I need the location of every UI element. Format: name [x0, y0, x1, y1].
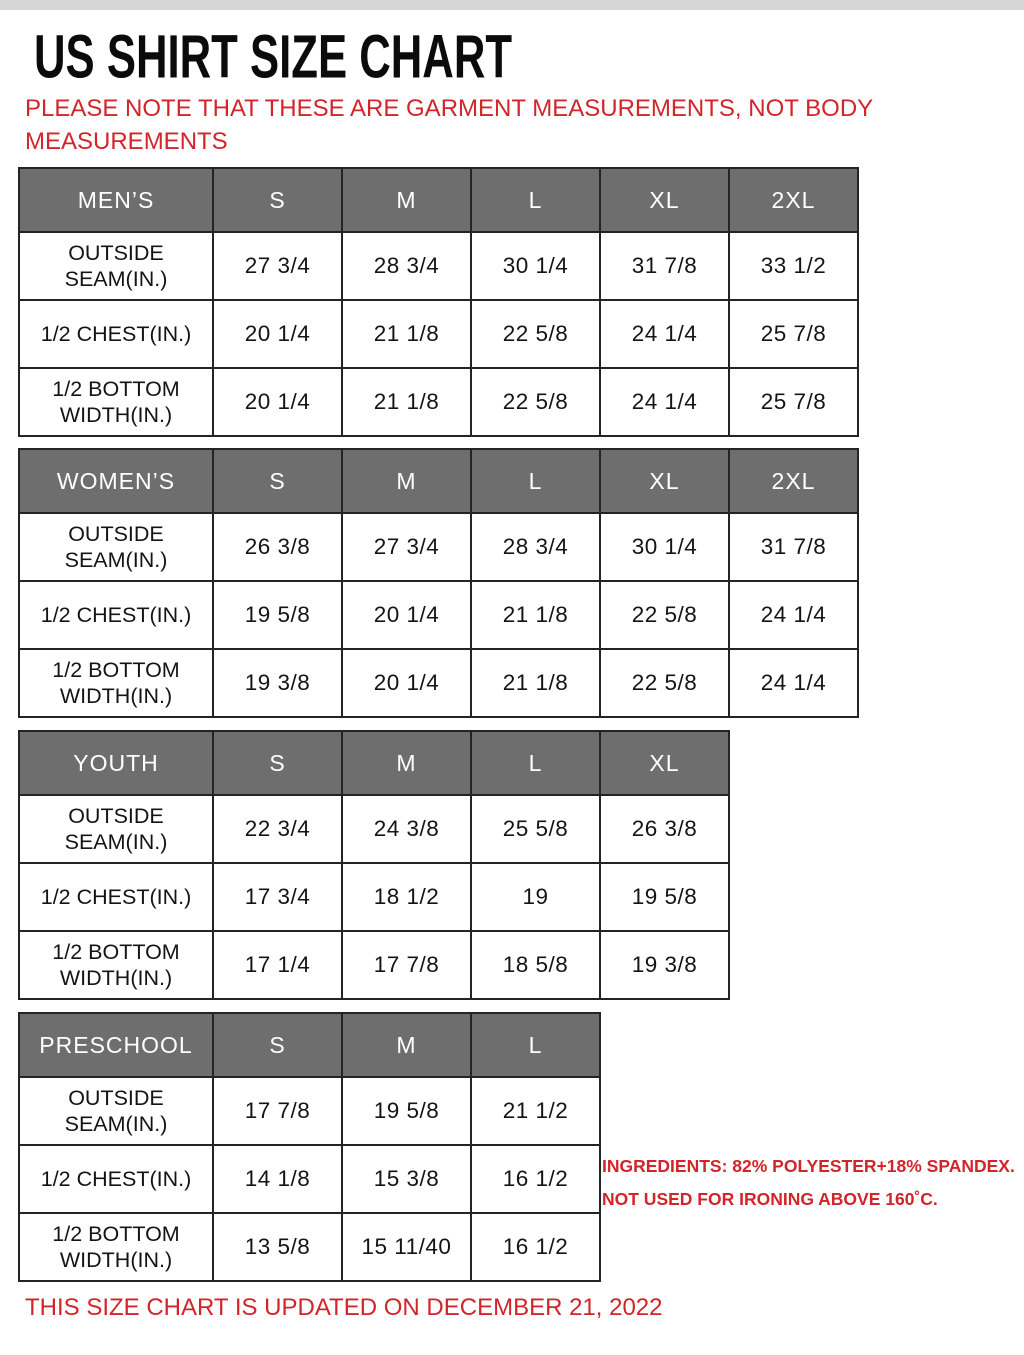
measurement-row: [19, 1213, 600, 1281]
measurement-row: [19, 1145, 600, 1213]
update-date-note: THIS SIZE CHART IS UPDATED ON DECEMBER 21, 2022: [25, 1294, 663, 1321]
size-value-cell: 28 3/4: [471, 513, 600, 581]
measurement-row: [19, 513, 858, 581]
size-value-cell: 22 5/8: [600, 649, 729, 717]
size-value-cell: 21 1/8: [471, 581, 600, 649]
size-value-cell: 18 5/8: [471, 931, 600, 999]
ironing-warning-line: NOT USED FOR IRONING ABOVE 160˚C.: [602, 1189, 938, 1209]
measurement-row: [19, 649, 858, 717]
measurement-row: [19, 581, 858, 649]
size-value-cell: 21 1/8: [342, 300, 471, 368]
header-row-youth: [19, 731, 729, 795]
measurement-row: [19, 1077, 600, 1145]
size-column-header: XL: [600, 731, 729, 795]
size-value-cell: 24 3/8: [342, 795, 471, 863]
size-column-header: M: [342, 1013, 471, 1077]
size-value-cell: 19 3/8: [213, 649, 342, 717]
measurement-row: [19, 931, 729, 999]
size-column-header: 2XL: [729, 449, 858, 513]
size-value-cell: 19 5/8: [342, 1077, 471, 1145]
size-value-cell: 31 7/8: [729, 513, 858, 581]
size-value-cell: 30 1/4: [471, 232, 600, 300]
measurement-row: [19, 300, 858, 368]
size-column-header: S: [213, 449, 342, 513]
measurement-row-label: OUTSIDE SEAM(IN.): [19, 232, 213, 300]
size-value-cell: 26 3/8: [600, 795, 729, 863]
size-value-cell: 22 3/4: [213, 795, 342, 863]
size-value-cell: 24 1/4: [729, 581, 858, 649]
size-column-header: S: [213, 1013, 342, 1077]
size-column-header: L: [471, 168, 600, 232]
page-title: US SHIRT SIZE CHART: [34, 23, 513, 92]
size-value-cell: 30 1/4: [600, 513, 729, 581]
measurement-row: [19, 863, 729, 931]
size-value-cell: 22 5/8: [600, 581, 729, 649]
size-column-header: L: [471, 731, 600, 795]
size-value-cell: 15 3/8: [342, 1145, 471, 1213]
size-column-header: XL: [600, 168, 729, 232]
size-table-preschool: [18, 1012, 601, 1282]
header-row-preschool: [19, 1013, 600, 1077]
size-column-header: M: [342, 449, 471, 513]
ingredients-line: INGREDIENTS: 82% POLYESTER+18% SPANDEX.: [602, 1156, 1015, 1176]
measurement-row-label: OUTSIDE SEAM(IN.): [19, 513, 213, 581]
size-value-cell: 21 1/8: [342, 368, 471, 436]
size-value-cell: 18 1/2: [342, 863, 471, 931]
size-column-header: S: [213, 731, 342, 795]
size-value-cell: 24 1/4: [600, 368, 729, 436]
ingredients-note: [602, 1150, 1022, 1216]
size-value-cell: 17 7/8: [213, 1077, 342, 1145]
size-table-mens: [18, 167, 859, 437]
measurement-row-label: 1/2 BOTTOM WIDTH(IN.): [19, 368, 213, 436]
size-value-cell: 22 5/8: [471, 368, 600, 436]
table-title-mens: MEN’S: [19, 168, 213, 232]
size-value-cell: 24 1/4: [600, 300, 729, 368]
size-table-womens: [18, 448, 859, 718]
size-value-cell: 26 3/8: [213, 513, 342, 581]
measurement-row: [19, 795, 729, 863]
measurement-row-label: 1/2 CHEST(IN.): [19, 1145, 213, 1213]
size-value-cell: 19 3/8: [600, 931, 729, 999]
size-value-cell: 21 1/8: [471, 649, 600, 717]
size-table-youth: [18, 730, 730, 1000]
measurement-row: [19, 368, 858, 436]
size-value-cell: 17 3/4: [213, 863, 342, 931]
measurement-row-label: 1/2 CHEST(IN.): [19, 581, 213, 649]
measurement-row-label: 1/2 CHEST(IN.): [19, 300, 213, 368]
measurement-row-label: OUTSIDE SEAM(IN.): [19, 795, 213, 863]
size-value-cell: 25 7/8: [729, 300, 858, 368]
size-value-cell: 19: [471, 863, 600, 931]
size-value-cell: 19 5/8: [213, 581, 342, 649]
size-value-cell: 25 5/8: [471, 795, 600, 863]
measurement-row: [19, 232, 858, 300]
size-column-header: L: [471, 1013, 600, 1077]
measurement-row-label: 1/2 CHEST(IN.): [19, 863, 213, 931]
measurement-row-label: OUTSIDE SEAM(IN.): [19, 1077, 213, 1145]
size-value-cell: 31 7/8: [600, 232, 729, 300]
size-column-header: M: [342, 168, 471, 232]
measurement-row-label: 1/2 BOTTOM WIDTH(IN.): [19, 649, 213, 717]
size-value-cell: 19 5/8: [600, 863, 729, 931]
size-column-header: 2XL: [729, 168, 858, 232]
size-value-cell: 20 1/4: [213, 368, 342, 436]
garment-measurement-note: PLEASE NOTE THAT THESE ARE GARMENT MEASUREMENTS, NOT BODY MEASUREMENTS: [25, 95, 873, 155]
top-divider-strip: [0, 0, 1024, 10]
size-value-cell: 20 1/4: [213, 300, 342, 368]
size-value-cell: 17 1/4: [213, 931, 342, 999]
size-value-cell: 21 1/2: [471, 1077, 600, 1145]
size-value-cell: 13 5/8: [213, 1213, 342, 1281]
size-value-cell: 27 3/4: [213, 232, 342, 300]
header-row-womens: [19, 449, 858, 513]
table-title-preschool: PRESCHOOL: [19, 1013, 213, 1077]
size-value-cell: 25 7/8: [729, 368, 858, 436]
size-value-cell: 15 11/40: [342, 1213, 471, 1281]
size-value-cell: 17 7/8: [342, 931, 471, 999]
size-column-header: L: [471, 449, 600, 513]
size-value-cell: 20 1/4: [342, 649, 471, 717]
size-value-cell: 20 1/4: [342, 581, 471, 649]
size-value-cell: 27 3/4: [342, 513, 471, 581]
size-value-cell: 22 5/8: [471, 300, 600, 368]
size-value-cell: 28 3/4: [342, 232, 471, 300]
size-value-cell: 33 1/2: [729, 232, 858, 300]
size-column-header: S: [213, 168, 342, 232]
size-value-cell: 16 1/2: [471, 1145, 600, 1213]
size-column-header: XL: [600, 449, 729, 513]
header-row-mens: [19, 168, 858, 232]
size-column-header: M: [342, 731, 471, 795]
size-value-cell: 16 1/2: [471, 1213, 600, 1281]
measurement-row-label: 1/2 BOTTOM WIDTH(IN.): [19, 931, 213, 999]
table-title-youth: YOUTH: [19, 731, 213, 795]
size-value-cell: 24 1/4: [729, 649, 858, 717]
measurement-row-label: 1/2 BOTTOM WIDTH(IN.): [19, 1213, 213, 1281]
size-value-cell: 14 1/8: [213, 1145, 342, 1213]
table-title-womens: WOMEN’S: [19, 449, 213, 513]
